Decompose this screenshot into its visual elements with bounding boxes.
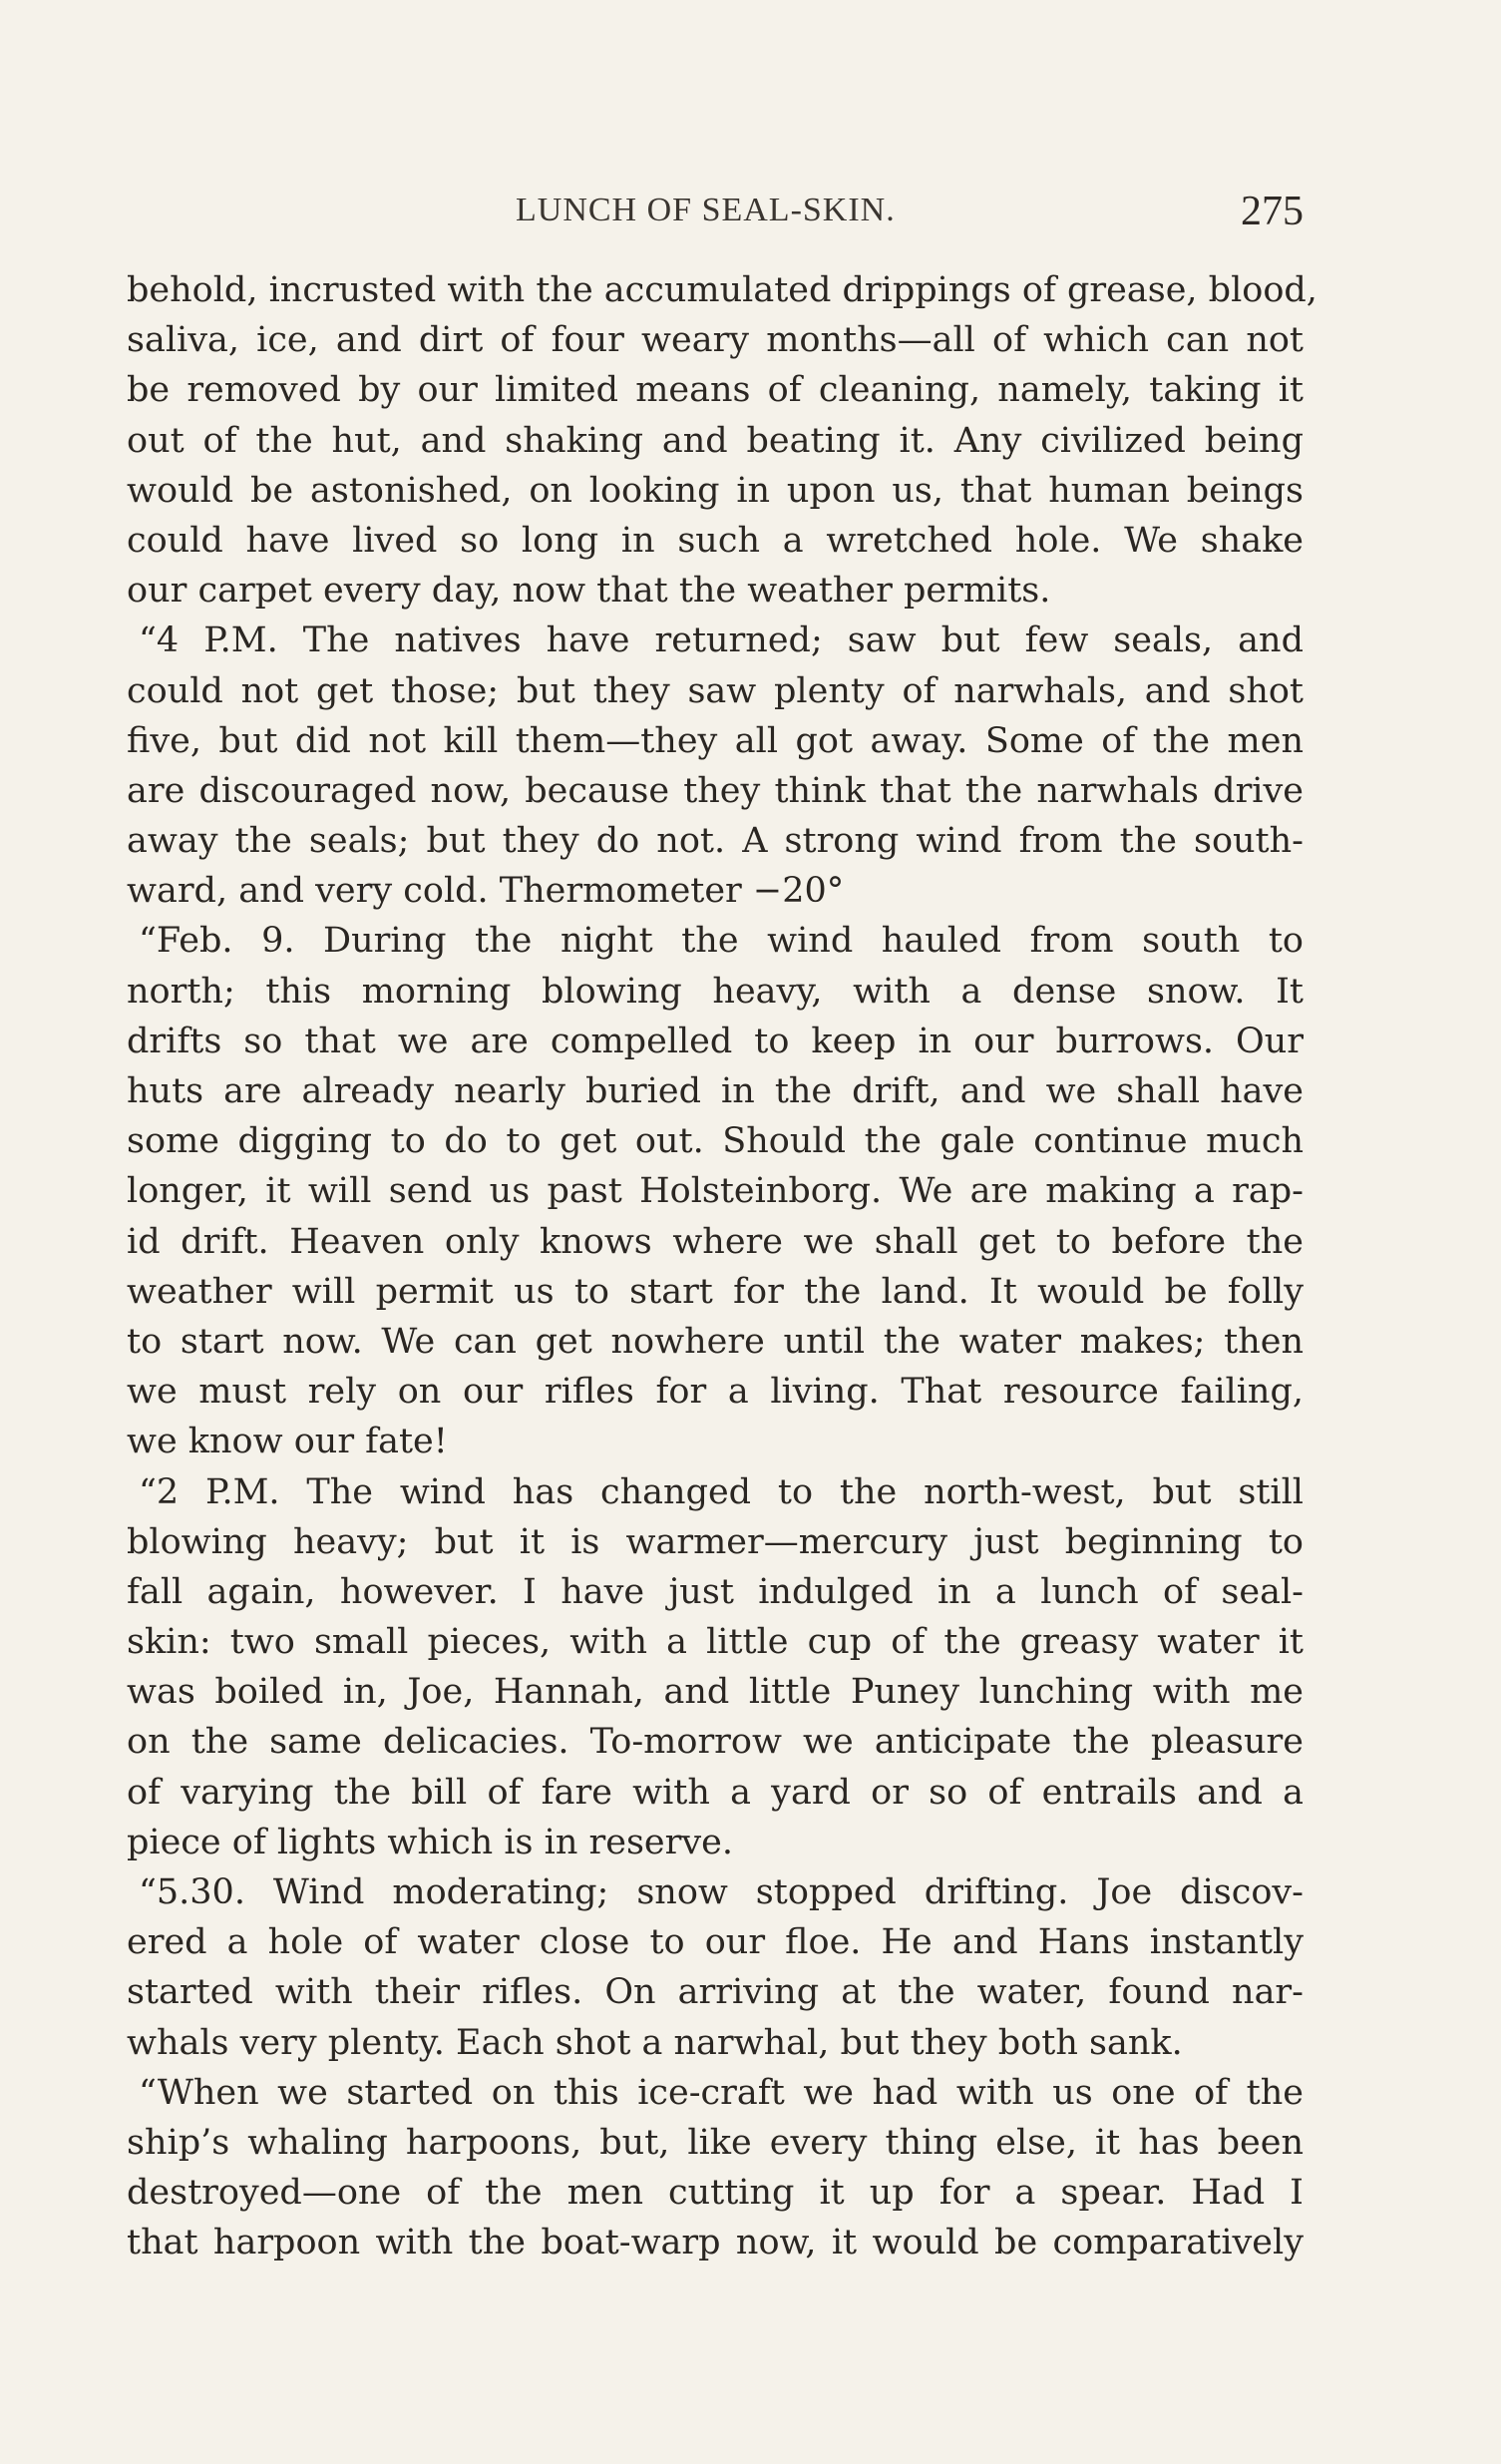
text-line: skin: two small pieces, with a little cup of the greasy water it [127, 1622, 1304, 1663]
text-line: north; this morning blowing heavy, with a dense snow. It [127, 971, 1304, 1012]
text-line: would be astonished, on looking in upon us, that human beings [127, 470, 1304, 511]
text-line: fall again, however. I have just indulged in a lunch of seal- [127, 1571, 1304, 1612]
text-line: blowing heavy; but it is warmer—mercury just beginning to [127, 1521, 1304, 1562]
text-line: our carpet every day, now that the weather permits. [127, 571, 1051, 612]
text-line: “When we started on this ice-craft we had with us one of the [139, 2072, 1304, 2113]
body-text [127, 265, 1317, 2268]
text-line: on the same delicacies. To-morrow we anticipate the pleasure [127, 1722, 1304, 1763]
text-line: destroyed—one of the men cutting it up for a spear. Had I [127, 2173, 1304, 2214]
text-line: we must rely on our rifles for a living. That resource failing, [127, 1372, 1304, 1413]
text-line: away the seals; but they do not. A strong wind from the south- [127, 821, 1304, 862]
text-line: that harpoon with the boat-warp now, it would be comparatively [127, 2223, 1304, 2263]
running-title: LUNCH OF SEAL-SKIN. [516, 192, 896, 228]
text-line: be removed by our limited means of cleaning, namely, taking it [127, 370, 1304, 411]
text-line: longer, it will send us past Holsteinborg. We are making a rap- [127, 1171, 1304, 1212]
text-line: of varying the bill of fare with a yard or so of entrails and a [127, 1772, 1304, 1813]
text-line: are discouraged now, because they think that the narwhals drive [127, 770, 1304, 811]
text-line: whals very plenty. Each shot a narwhal, but they both sank. [127, 2022, 1183, 2063]
text-line: piece of lights which is in reserve. [127, 1822, 733, 1862]
text-line: weather will permit us to start for the land. It would be folly [127, 1271, 1304, 1312]
text-line: started with their rifles. On arriving at the water, found nar- [127, 1972, 1304, 2013]
page-number: 275 [1241, 189, 1304, 234]
text-line: “2 P.M. The wind has changed to the north-west, but still [139, 1471, 1304, 1512]
text-line: “Feb. 9. During the night the wind hauled from south to [139, 921, 1304, 962]
running-head [127, 182, 1304, 241]
text-line: was boiled in, Joe, Hannah, and little Puney lunching with me [127, 1672, 1304, 1713]
text-line: to start now. We can get nowhere until the water makes; then [127, 1321, 1304, 1362]
text-line: drifts so that we are compelled to keep in our burrows. Our [127, 1021, 1304, 1061]
text-line: could not get those; but they saw plenty of narwhals, and shot [127, 670, 1304, 711]
text-line: ship’s whaling harpoons, but, like every thing else, it has been [127, 2122, 1304, 2163]
text-line: ward, and very cold. Thermometer −20° [127, 871, 845, 912]
text-line: could have lived so long in such a wretched hole. We shake [127, 520, 1304, 561]
text-line: saliva, ice, and dirt of four weary months—all of which can not [127, 320, 1304, 361]
text-line: “5.30. Wind moderating; snow stopped drifting. Joe discov- [139, 1872, 1304, 1912]
text-line: out of the hut, and shaking and beating it. Any civilized being [127, 420, 1304, 461]
text-line: ered a hole of water close to our floe. He and Hans instantly [127, 1922, 1304, 1963]
text-line: we know our fate! [127, 1422, 448, 1462]
text-line: “4 P.M. The natives have returned; saw but few seals, and [139, 620, 1304, 661]
text-line: five, but did not kill them—they all got away. Some of the men [127, 720, 1304, 761]
text-line: behold, incrusted with the accumulated drippings of grease, blood, [127, 270, 1317, 310]
text-line: huts are already nearly buried in the drift, and we shall have [127, 1071, 1304, 1111]
text-line: some digging to do to get out. Should the gale continue much [127, 1121, 1304, 1162]
text-line: id drift. Heaven only knows where we shall get to before the [127, 1221, 1304, 1262]
